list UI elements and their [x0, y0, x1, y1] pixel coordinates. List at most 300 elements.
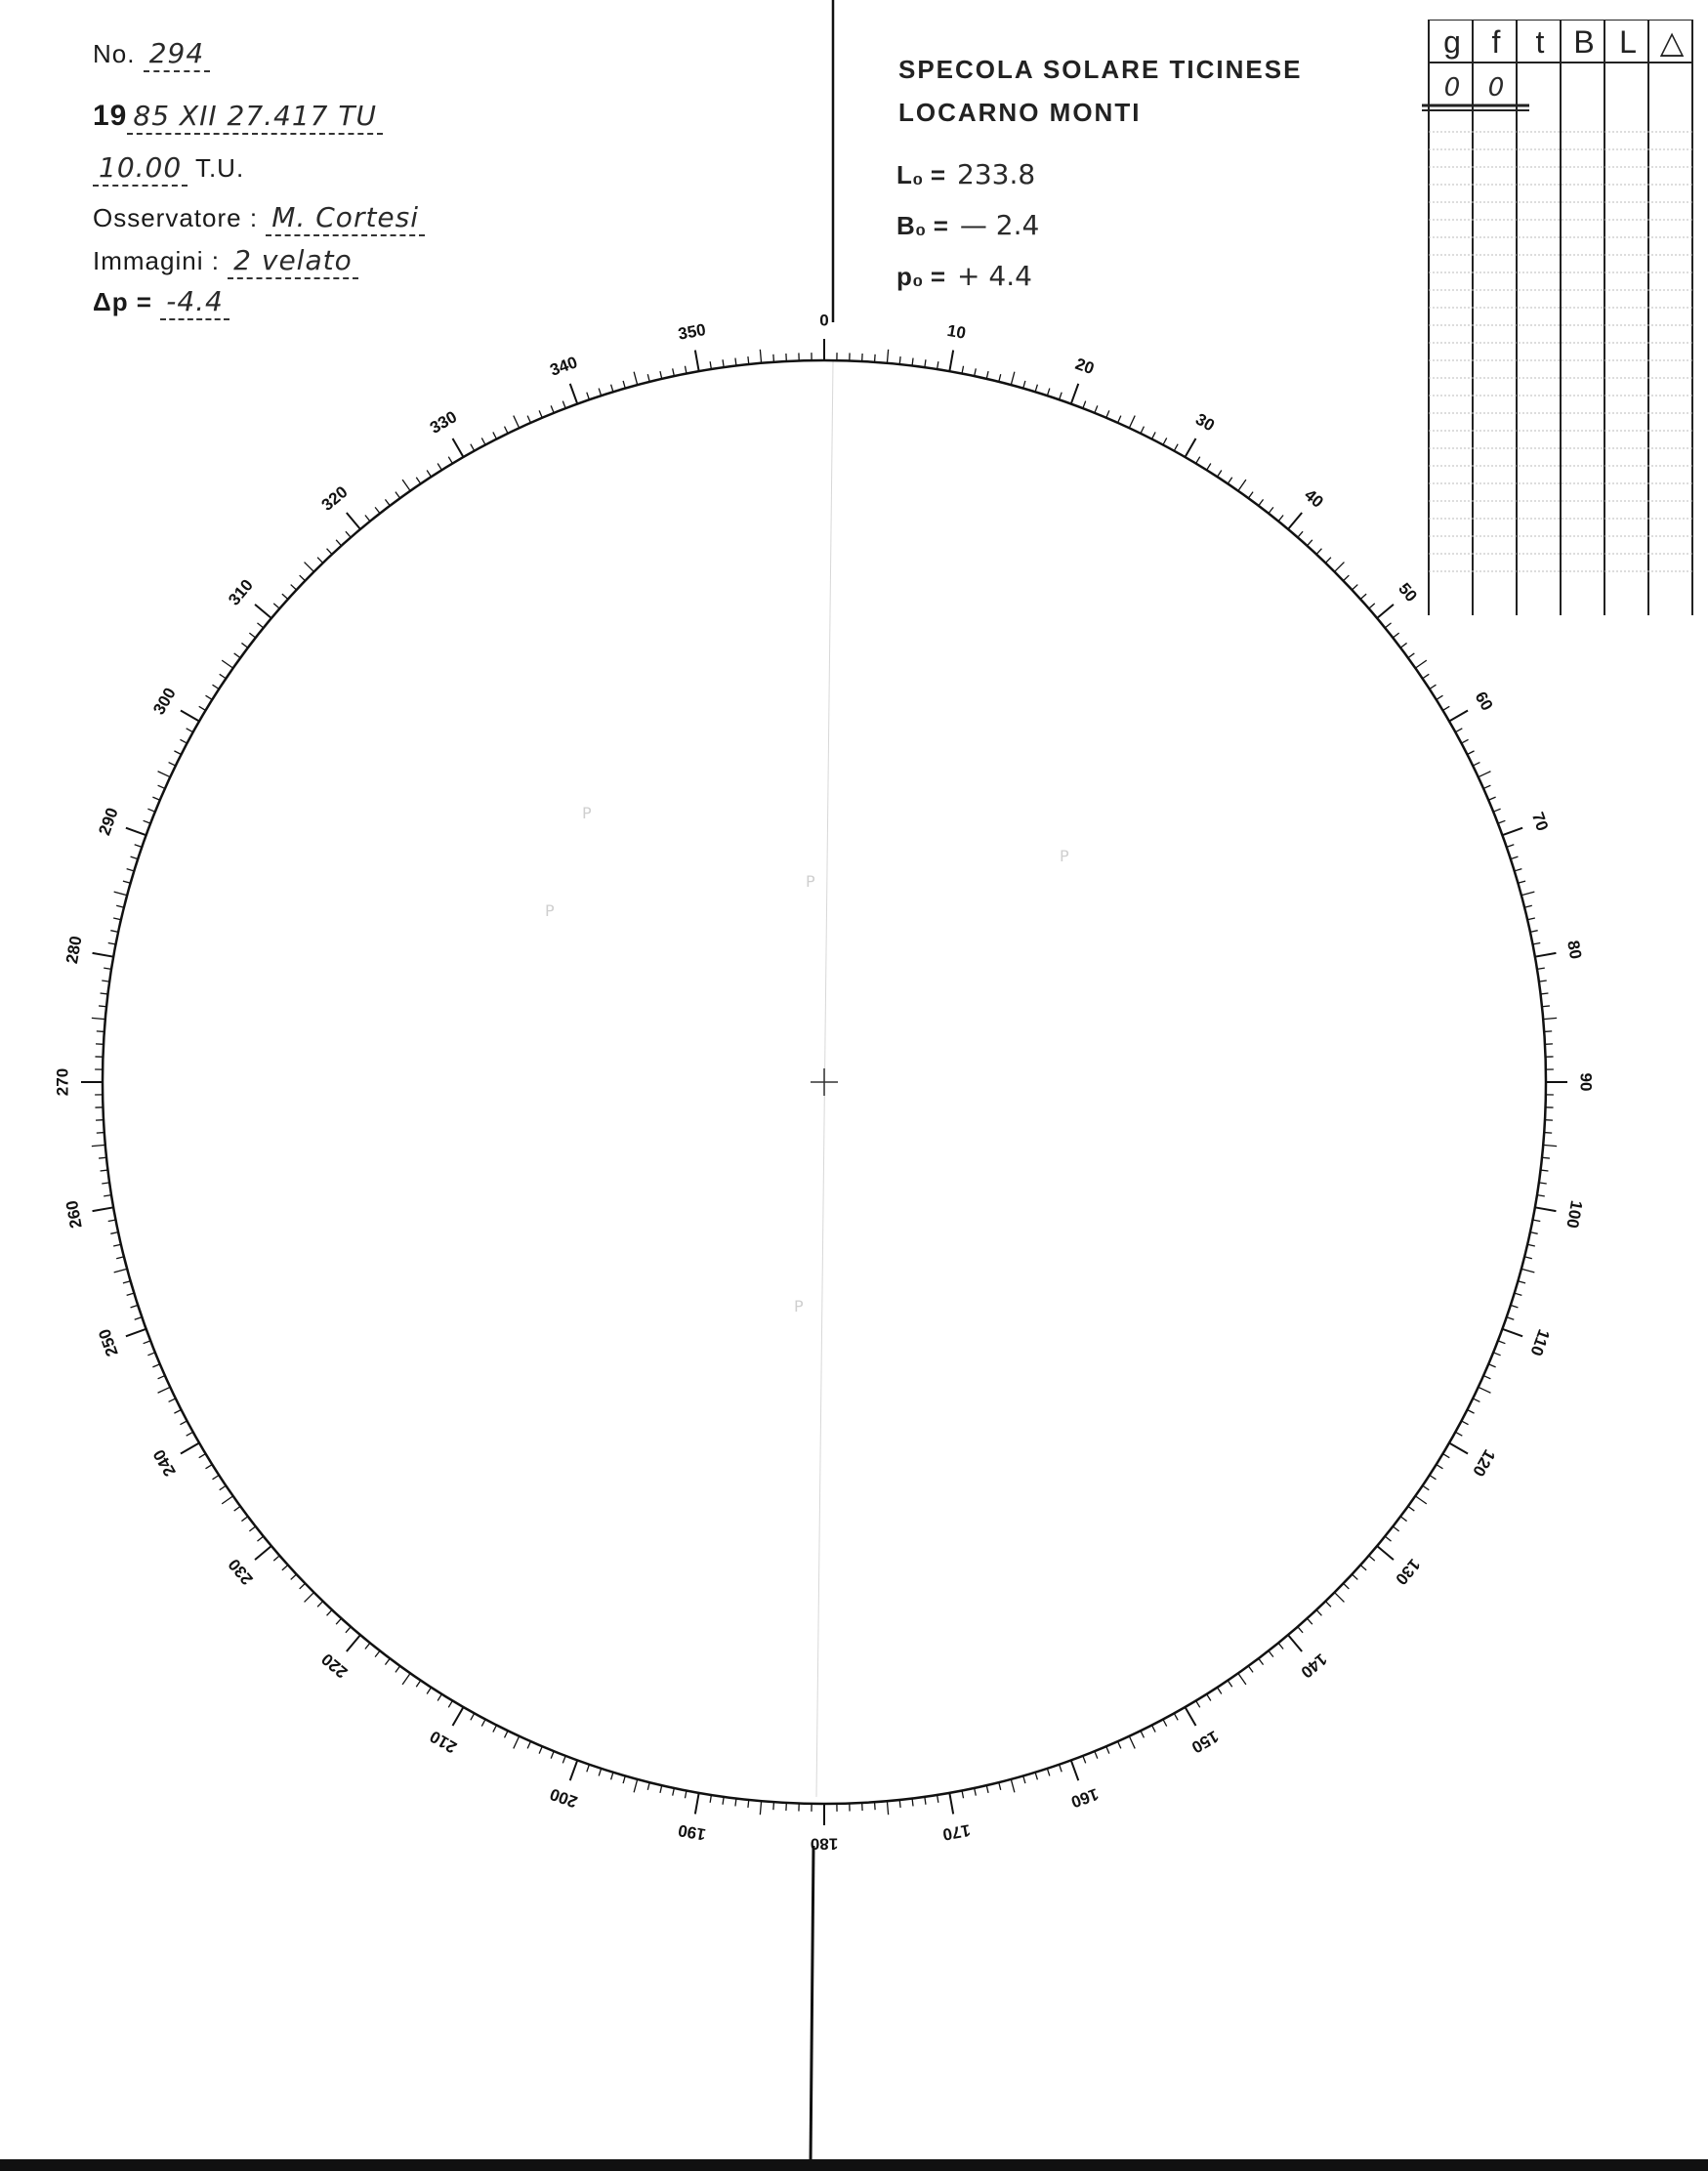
- degree-tick: [448, 1700, 452, 1707]
- degree-tick: [1430, 1475, 1437, 1479]
- degree-tick: [1461, 739, 1468, 743]
- degree-tick: [1377, 1546, 1394, 1560]
- degree-label: 290: [95, 805, 122, 838]
- degree-tick: [1527, 1244, 1535, 1246]
- degree-tick: [99, 1157, 106, 1158]
- degree-tick: [1248, 492, 1253, 498]
- degree-tick: [551, 1751, 554, 1758]
- degree-tick: [1473, 763, 1479, 767]
- degree-tick: [402, 1673, 410, 1684]
- degree-tick: [685, 366, 687, 374]
- degree-label: 320: [317, 482, 352, 515]
- images-label: Immagini :: [93, 246, 220, 275]
- degree-tick: [416, 1681, 420, 1688]
- degree-tick: [135, 1317, 143, 1320]
- degree-tick: [1259, 1658, 1264, 1664]
- degree-tick: [437, 464, 441, 471]
- degree-tick: [135, 845, 143, 848]
- degree-tick: [385, 499, 390, 505]
- degree-tick: [986, 371, 988, 379]
- degree-tick: [1141, 427, 1145, 434]
- degree-tick: [634, 372, 638, 386]
- degree-tick: [611, 1773, 613, 1780]
- degree-tick: [158, 1387, 171, 1393]
- degree-tick: [213, 1475, 220, 1479]
- degree-label: 90: [1576, 1072, 1596, 1092]
- degree-tick: [623, 381, 625, 389]
- degree-tick: [110, 1232, 118, 1234]
- degree-tick: [1228, 478, 1231, 484]
- degree-tick: [1335, 563, 1345, 572]
- degree-label: 140: [1297, 1649, 1331, 1682]
- degree-label: 70: [1527, 810, 1553, 834]
- degree-tick: [92, 1018, 105, 1019]
- degree-tick: [570, 384, 578, 404]
- degree-tick: [1118, 416, 1121, 423]
- degree-tick: [282, 594, 288, 599]
- degree-tick: [527, 1741, 530, 1748]
- degree-tick: [660, 371, 662, 379]
- degree-tick: [222, 1496, 232, 1504]
- degree-tick: [1174, 444, 1178, 451]
- degree-label: 220: [317, 1649, 352, 1682]
- degree-tick: [147, 1353, 154, 1356]
- degree-tick: [241, 643, 247, 647]
- degree-tick: [1238, 480, 1246, 490]
- degree-tick: [1207, 464, 1211, 471]
- degree-tick: [505, 1731, 509, 1737]
- degree-label: 110: [1526, 1326, 1554, 1358]
- degree-tick: [108, 1220, 116, 1222]
- degree-tick: [93, 1207, 114, 1211]
- degree-tick: [174, 751, 181, 755]
- degree-tick: [1542, 1006, 1550, 1007]
- degree-tick: [1532, 942, 1540, 944]
- degree-tick: [1151, 432, 1155, 438]
- degree-tick: [1442, 1454, 1449, 1458]
- degree-label: 310: [225, 575, 257, 609]
- degree-tick: [1163, 1719, 1167, 1726]
- degree-tick: [127, 1293, 135, 1295]
- degree-tick: [975, 368, 977, 376]
- degree-label: 30: [1192, 409, 1218, 436]
- param-L0-label: L₀ =: [896, 160, 946, 189]
- time-value: 10.00: [93, 151, 187, 187]
- observatory-name: SPECOLA SOLARE TICINESE: [898, 55, 1303, 84]
- degree-tick: [999, 1782, 1001, 1790]
- degree-tick: [875, 1802, 876, 1810]
- degree-tick: [514, 1736, 520, 1749]
- degree-tick: [912, 358, 913, 366]
- degree-tick: [1515, 869, 1522, 871]
- center-cross: [811, 1068, 838, 1096]
- degree-tick: [760, 350, 761, 363]
- degree-tick: [1540, 993, 1548, 994]
- faint-mark: P: [794, 1297, 804, 1315]
- degree-tick: [305, 1593, 314, 1603]
- degree-tick: [291, 585, 297, 590]
- degree-tick: [241, 1517, 247, 1522]
- degree-label: 80: [1563, 939, 1586, 961]
- degree-tick: [1544, 1031, 1552, 1032]
- record-number-label: No.: [93, 39, 136, 68]
- degree-tick: [305, 563, 314, 572]
- degree-tick: [925, 359, 926, 367]
- degree-tick: [93, 953, 114, 957]
- degree-tick: [169, 1399, 176, 1402]
- degree-tick: [723, 359, 724, 367]
- degree-tick: [222, 660, 232, 668]
- degree-tick: [1461, 1421, 1468, 1425]
- degree-tick: [1360, 1565, 1366, 1569]
- degree-tick: [147, 809, 154, 812]
- degree-tick: [114, 1269, 128, 1273]
- degree-tick: [623, 1775, 625, 1783]
- degree-label: 300: [149, 684, 180, 719]
- degree-tick: [1479, 772, 1491, 777]
- degree-tick: [481, 1719, 485, 1726]
- degree-tick: [131, 1305, 139, 1307]
- degree-tick: [1493, 809, 1500, 812]
- degree-tick: [257, 623, 263, 628]
- degree-tick: [1535, 1207, 1557, 1211]
- observatory-location: LOCARNO MONTI: [898, 98, 1142, 127]
- degree-tick: [735, 358, 736, 366]
- degree-tick: [437, 1694, 441, 1701]
- degree-label: 180: [810, 1834, 839, 1854]
- degree-tick: [1344, 575, 1350, 581]
- degree-tick: [1385, 1536, 1391, 1541]
- degree-tick: [1095, 1751, 1098, 1758]
- degree-tick: [97, 1031, 104, 1032]
- degree-tick: [1455, 729, 1462, 732]
- degree-tick: [131, 856, 139, 858]
- degree-tick: [695, 1793, 699, 1815]
- degree-tick: [1259, 499, 1264, 505]
- degree-tick: [1060, 1765, 1062, 1773]
- degree-tick: [735, 1798, 736, 1806]
- degree-tick: [1174, 1713, 1178, 1720]
- degree-tick: [1511, 1305, 1519, 1307]
- col-header-delta: △: [1659, 24, 1685, 60]
- page-bottom-edge: [0, 2159, 1708, 2171]
- degree-tick: [999, 374, 1001, 382]
- degree-tick: [1537, 968, 1545, 969]
- degree-tick: [365, 515, 370, 521]
- degree-tick: [187, 729, 193, 732]
- degree-tick: [300, 575, 306, 581]
- degree-tick: [899, 1800, 900, 1808]
- degree-tick: [336, 540, 341, 546]
- degree-tick: [144, 1341, 150, 1344]
- degree-tick: [949, 1793, 953, 1815]
- degree-tick: [1186, 1707, 1196, 1726]
- degree-tick: [673, 368, 675, 376]
- degree-tick: [647, 374, 649, 382]
- degree-tick: [1352, 585, 1357, 590]
- degree-tick: [123, 1281, 131, 1283]
- degree-tick: [539, 410, 542, 417]
- degree-tick: [1083, 1756, 1086, 1763]
- degree-tick: [1518, 881, 1525, 883]
- degree-tick: [336, 1618, 341, 1624]
- degree-tick: [1430, 685, 1437, 689]
- degree-tick: [1408, 653, 1414, 658]
- degree-tick: [710, 1795, 711, 1803]
- degree-tick: [1385, 623, 1391, 628]
- degree-tick: [327, 549, 332, 555]
- degree-tick: [402, 480, 410, 490]
- faint-marks: [545, 804, 1069, 1315]
- degree-tick: [1524, 1257, 1532, 1259]
- degree-tick: [748, 356, 749, 364]
- degree-tick: [1483, 785, 1490, 788]
- degree-label: 100: [1562, 1198, 1586, 1231]
- degree-tick: [1307, 540, 1312, 546]
- degree-tick: [1106, 1746, 1109, 1753]
- degree-label: 0: [819, 311, 829, 330]
- date-prefix: 19: [93, 100, 128, 132]
- degree-label: 40: [1301, 485, 1327, 512]
- degree-tick: [199, 1454, 206, 1458]
- degree-tick: [1449, 711, 1468, 722]
- degree-tick: [453, 1707, 464, 1726]
- degree-tick: [1278, 515, 1283, 521]
- degree-tick: [1542, 1157, 1550, 1158]
- degree-tick: [255, 605, 271, 618]
- degree-tick: [1207, 1694, 1211, 1701]
- degree-tick: [234, 1506, 240, 1511]
- degree-tick: [1532, 1220, 1540, 1222]
- degree-tick: [887, 1801, 888, 1815]
- degree-tick: [174, 1409, 181, 1413]
- col-header-longitude: L: [1619, 24, 1637, 60]
- degree-tick: [1488, 797, 1495, 800]
- degree-tick: [1449, 1443, 1468, 1454]
- cell-groups-value: 0: [1443, 73, 1461, 103]
- degree-tick: [1196, 1700, 1200, 1707]
- degree-tick: [282, 1565, 288, 1569]
- degree-tick: [1437, 695, 1443, 699]
- degree-tick: [116, 1257, 124, 1259]
- degree-tick: [1467, 1409, 1474, 1413]
- degree-tick: [1539, 1183, 1547, 1184]
- degree-tick: [1023, 1775, 1025, 1783]
- degree-tick: [158, 785, 165, 788]
- col-header-spots: f: [1491, 24, 1501, 60]
- images-value: 2 velato: [228, 244, 358, 279]
- degree-label: 10: [945, 320, 968, 343]
- degree-tick: [986, 1785, 988, 1793]
- degree-tick: [385, 1658, 390, 1664]
- degree-tick: [1527, 918, 1535, 920]
- degree-label: 170: [940, 1820, 973, 1844]
- degree-tick: [562, 1756, 565, 1763]
- degree-label: 50: [1395, 579, 1421, 605]
- degree-tick: [1228, 1681, 1231, 1688]
- degree-tick: [396, 1666, 400, 1672]
- degree-tick: [1423, 1485, 1430, 1489]
- degree-tick: [1023, 381, 1025, 389]
- degree-tick: [1298, 531, 1303, 537]
- param-P0-value: + 4.4: [957, 260, 1032, 292]
- degree-tick: [1488, 1364, 1495, 1367]
- degree-tick: [1071, 384, 1079, 404]
- date-value: 85 XII 27.417 TU: [127, 100, 383, 135]
- degree-label: 230: [225, 1555, 257, 1589]
- degree-tick: [1217, 1688, 1221, 1694]
- degree-tick: [113, 1244, 121, 1246]
- degree-tick: [471, 444, 475, 451]
- degree-tick: [220, 1485, 227, 1489]
- degree-tick: [101, 1170, 108, 1171]
- degree-tick: [773, 355, 774, 362]
- degree-tick: [1423, 674, 1430, 678]
- param-P0-label: p₀ =: [896, 262, 946, 291]
- degree-tick: [587, 393, 590, 400]
- degree-tick: [317, 1602, 323, 1607]
- degree-tick: [962, 1790, 964, 1798]
- degree-tick: [1011, 372, 1015, 386]
- degree-tick: [1035, 1773, 1037, 1780]
- degree-tick: [1325, 1602, 1331, 1607]
- degree-tick: [887, 350, 888, 363]
- degree-tick: [723, 1797, 724, 1805]
- degree-tick: [1095, 405, 1098, 412]
- degree-tick: [1544, 1133, 1552, 1134]
- degree-tick: [346, 531, 351, 537]
- degree-tick: [1288, 513, 1302, 529]
- degree-tick: [346, 1627, 351, 1633]
- degree-label: 240: [149, 1445, 180, 1481]
- degree-tick: [1415, 660, 1426, 668]
- degree-tick: [562, 401, 565, 408]
- faint-mark: P: [806, 872, 815, 891]
- faint-mark: P: [582, 804, 592, 822]
- degree-label: 190: [676, 1820, 708, 1844]
- degree-tick: [300, 1583, 306, 1589]
- degree-tick: [127, 869, 135, 871]
- degree-label: 210: [426, 1727, 461, 1757]
- degree-label: 160: [1068, 1784, 1102, 1812]
- param-L0-value: 233.8: [957, 158, 1036, 190]
- degree-tick: [912, 1798, 913, 1806]
- degree-tick: [1369, 1556, 1375, 1561]
- degree-tick: [1325, 558, 1331, 564]
- degree-tick: [1071, 1760, 1079, 1780]
- record-number-value: 294: [144, 37, 210, 72]
- degree-tick: [1060, 393, 1062, 400]
- degree-tick: [453, 438, 464, 457]
- faint-mark: P: [1060, 847, 1069, 865]
- degree-label: 130: [1392, 1555, 1424, 1589]
- degree-tick: [1377, 605, 1394, 618]
- degree-tick: [152, 797, 159, 800]
- param-B0-value: — 2.4: [959, 209, 1040, 241]
- degree-tick: [710, 361, 711, 369]
- degree-tick: [187, 1432, 193, 1436]
- observer-value: M. Cortesi: [266, 201, 425, 236]
- col-header-latitude: B: [1573, 24, 1595, 60]
- degree-tick: [375, 1650, 380, 1656]
- axis-bottom-line: [811, 1846, 813, 2163]
- degree-tick: [1393, 1526, 1398, 1531]
- degree-tick: [220, 674, 227, 678]
- degree-tick: [1163, 438, 1167, 444]
- degree-tick: [104, 1195, 111, 1196]
- degree-tick: [102, 1183, 109, 1184]
- degree-tick: [660, 1785, 662, 1793]
- degree-tick: [1524, 905, 1532, 907]
- degree-tick: [1543, 1018, 1557, 1019]
- degree-label: 20: [1072, 354, 1097, 379]
- degree-tick: [427, 1688, 431, 1694]
- degree-tick: [257, 1536, 263, 1541]
- degree-label: 120: [1469, 1445, 1499, 1481]
- degree-tick: [181, 1443, 199, 1454]
- degree-tick: [1535, 953, 1557, 957]
- degree-tick: [493, 432, 497, 438]
- degree-tick: [113, 918, 121, 920]
- degree-tick: [1518, 1281, 1525, 1283]
- degree-tick: [416, 478, 420, 484]
- degree-tick: [206, 1465, 213, 1469]
- degree-tick: [180, 739, 187, 743]
- degree-tick: [1442, 706, 1449, 710]
- degree-tick: [471, 1713, 475, 1720]
- degree-tick: [1408, 1506, 1414, 1511]
- degree-label: 340: [547, 353, 580, 380]
- degree-label: 280: [62, 934, 86, 966]
- degree-tick: [1511, 856, 1519, 858]
- degree-tick: [1238, 1673, 1246, 1684]
- degree-tick: [1530, 931, 1538, 933]
- degree-tick: [695, 351, 699, 372]
- degree-tick: [1011, 1779, 1015, 1793]
- degree-tick: [539, 1746, 542, 1753]
- degree-tick: [255, 1546, 271, 1560]
- degree-tick: [551, 405, 554, 412]
- degree-tick: [1360, 594, 1366, 599]
- degree-tick: [1151, 1725, 1155, 1732]
- degree-tick: [1307, 1618, 1312, 1624]
- degree-tick: [1269, 1650, 1273, 1656]
- degree-tick: [587, 1765, 590, 1773]
- col-header-type: t: [1535, 24, 1545, 60]
- degree-tick: [206, 695, 213, 699]
- degree-tick: [1186, 438, 1196, 457]
- degree-tick: [97, 1133, 104, 1134]
- degree-tick: [599, 1769, 601, 1776]
- degree-tick: [773, 1802, 774, 1810]
- degree-tick: [1083, 401, 1086, 408]
- degree-tick: [1352, 1574, 1357, 1579]
- degree-tick: [1507, 845, 1515, 848]
- degree-tick: [448, 457, 452, 464]
- degree-tick: [1298, 1627, 1303, 1633]
- degree-tick: [1540, 1170, 1548, 1171]
- degree-tick: [1521, 892, 1535, 896]
- degree-tick: [1316, 1609, 1321, 1615]
- degree-tick: [199, 706, 206, 710]
- degree-tick: [647, 1782, 649, 1790]
- faint-mark: P: [545, 901, 555, 920]
- degree-tick: [1479, 1387, 1491, 1393]
- degree-tick: [273, 604, 279, 608]
- degree-tick: [1400, 643, 1406, 647]
- degree-tick: [1141, 1731, 1145, 1737]
- degree-tick: [181, 711, 199, 722]
